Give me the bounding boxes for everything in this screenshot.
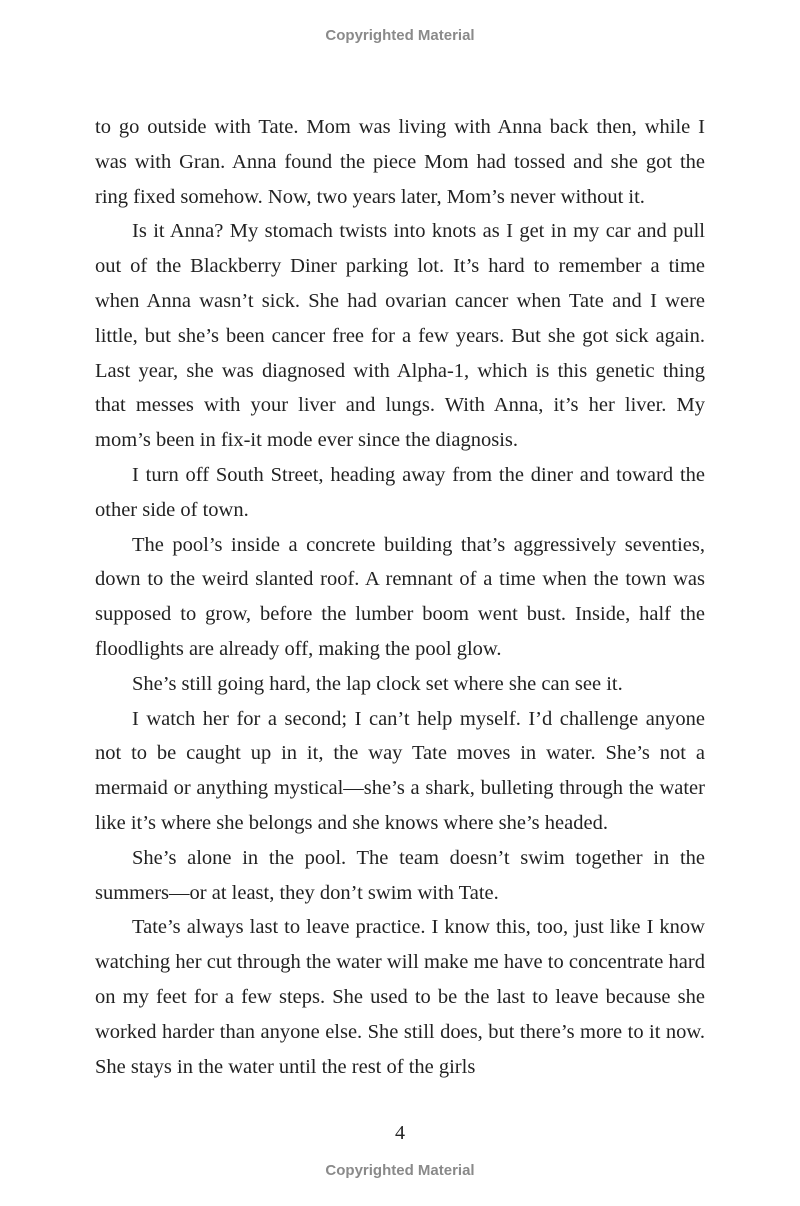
paragraph-1: to go outside with Tate. Mom was living with Anna back then, while I was with Gran. Anna found the piece Mom had tossed and she got the ring fixed somehow. Now, two years later, Mom’s never without it. [95, 116, 705, 208]
paragraph-5: She’s still going hard, the lap clock set where she can see it. [132, 672, 623, 695]
paragraph-7: She’s alone in the pool. The team doesn’t swim together in the summers—or at least, they don’t swim with Tate. [95, 846, 705, 904]
copyright-watermark-bottom: Copyrighted Material [325, 1162, 475, 1179]
paragraph-4: The pool’s inside a concrete building that’s aggressively seventies, down to the weird slanted roof. A remnant of a time when the town was supposed to grow, before the lumber boom went bust. Inside, half the floodlights are already off, making the pool glow. [95, 533, 705, 660]
paragraph-3: I turn off South Street, heading away from the diner and toward the other side of town. [95, 463, 705, 521]
paragraph-6: I watch her for a second; I can’t help myself. I’d challenge anyone not to be caught up in it, the way Tate moves in water. She’s not a mermaid or anything mystical—she’s a shark, bulleting through the water like it’s where she belongs and she knows where she’s headed. [95, 707, 705, 834]
body-text [95, 110, 705, 1084]
page-number: 4 [395, 1122, 405, 1144]
paragraph-8: Tate’s always last to leave practice. I know this, too, just like I know watching her cut through the water will make me have to concentrate hard on my feet for a few steps. She used to be the last to leave because she worked harder than anyone else. She still does, but there’s more to it now. She stays in the water until the rest of the girls [95, 916, 705, 1078]
paragraph-2: Is it Anna? My stomach twists into knots as I get in my car and pull out of the Blackberry Diner parking lot. It’s hard to remember a time when Anna wasn’t sick. She had ovarian cancer when Tate and I were little, but she’s been cancer free for a few years. But she got sick again. Last year, she was diagnosed with Alpha-1, which is this genetic thing that messes with your liver and lungs. With Anna, it’s her liver. My mom’s been in fix-it mode ever since the diagnosis. [95, 220, 705, 452]
copyright-watermark-top: Copyrighted Material [325, 27, 475, 44]
